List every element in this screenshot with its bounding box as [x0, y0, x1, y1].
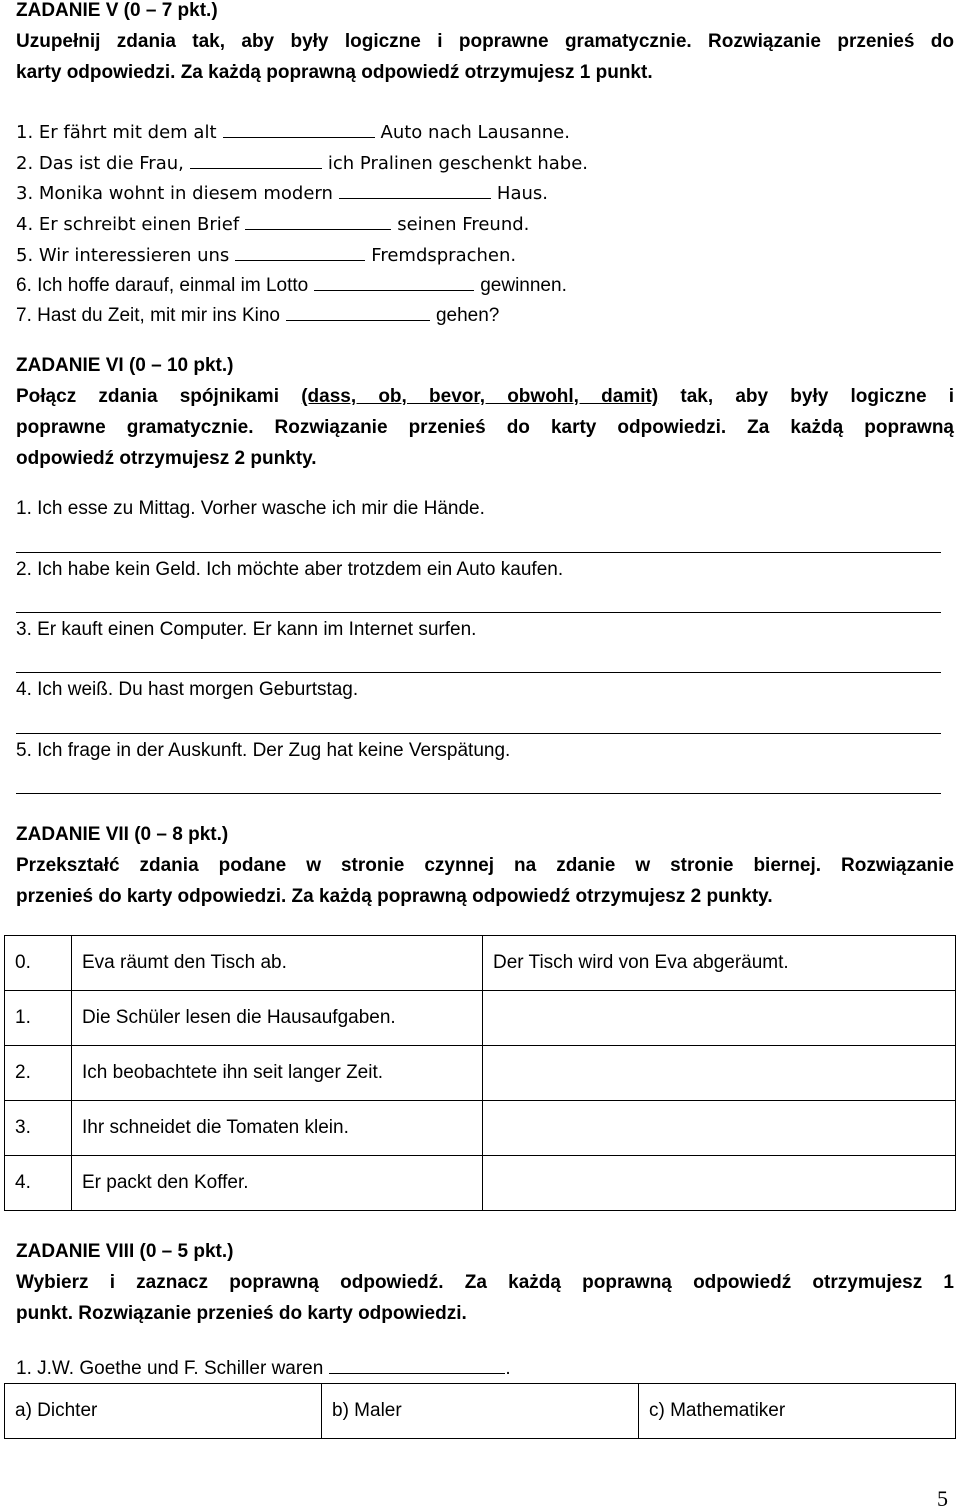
section-8-instructions [16, 1267, 954, 1329]
table-row [5, 1101, 956, 1156]
s5-item-7-blank[interactable] [286, 302, 430, 321]
section-5-instr-line-1: Uzupełnij zdania tak, aby były logiczne i poprawne gramatycznie. Rozwiązanie przenieś do [16, 31, 954, 52]
s5-item-3-blank[interactable] [339, 180, 491, 199]
s5-item-4 [16, 211, 529, 235]
active-sentence: Eva räumt den Tisch ab. [72, 936, 483, 991]
s5-item-5-pre: 5. Wir interessieren uns [16, 245, 230, 266]
passive-sentence: Der Tisch wird von Eva abgeräumt. [483, 936, 956, 991]
row-number: 1. [5, 991, 72, 1046]
s6-item-4: 4. Ich weiß. Du hast morgen Geburtstag. [16, 679, 359, 700]
active-sentence: Ich beobachtete ihn seit langer Zeit. [72, 1046, 483, 1101]
s5-item-3-pre: 3. Monika wohnt in diesem modern [16, 183, 333, 204]
s5-item-1-blank[interactable] [223, 119, 375, 138]
s5-item-7-pre: 7. Hast du Zeit, mit mir ins Kino [16, 305, 280, 326]
s5-item-6-pre: 6. Ich hoffe darauf, einmal im Lotto [16, 275, 309, 296]
active-sentence: Ihr schneidet die Tomaten klein. [72, 1101, 483, 1156]
active-sentence: Die Schüler lesen die Hausaufgaben. [72, 991, 483, 1046]
row-number: 4. [5, 1156, 72, 1211]
s5-item-1-post: Auto nach Lausanne. [380, 122, 570, 143]
s5-item-3-post: Haus. [496, 183, 548, 204]
section-5-title: ZADANIE V (0 – 7 pkt.) [16, 0, 218, 21]
section-5-instr-line-2: karty odpowiedzi. Za każdą poprawną odpowiedź otrzymujesz 1 punkt. [16, 62, 653, 83]
s6-answer-line-4[interactable] [16, 733, 941, 734]
s6-answer-line-1[interactable] [16, 552, 941, 553]
s6-item-3: 3. Er kauft einen Computer. Er kann im Internet surfen. [16, 619, 477, 640]
s6-item-2: 2. Ich habe kein Geld. Ich möchte aber trotzdem ein Auto kaufen. [16, 559, 564, 580]
s5-item-6-blank[interactable] [314, 272, 474, 291]
row-number: 2. [5, 1046, 72, 1101]
s5-item-2-post: ich Pralinen geschenkt habe. [327, 153, 589, 174]
s5-item-2-pre: 2. Das ist die Frau, [16, 153, 184, 174]
s8-question-1-blank[interactable] [329, 1355, 505, 1374]
s5-item-4-pre: 4. Er schreibt einen Brief [16, 214, 240, 235]
s8-question-1 [16, 1355, 511, 1380]
s5-item-2-blank[interactable] [190, 150, 322, 169]
s5-item-4-blank[interactable] [245, 211, 391, 230]
row-number: 0. [5, 936, 72, 991]
passive-answer-cell[interactable] [483, 1046, 956, 1101]
s8-question-1-text: 1. J.W. Goethe und F. Schiller waren [16, 1358, 324, 1379]
option-b[interactable]: b) Maler [322, 1384, 639, 1439]
s5-item-5 [16, 242, 516, 266]
passive-answer-cell[interactable] [483, 1156, 956, 1211]
row-number: 3. [5, 1101, 72, 1156]
s5-item-5-post: Fremdsprachen. [371, 245, 517, 266]
s8-question-1-period: . [505, 1358, 511, 1379]
section-6-title: ZADANIE VI (0 – 10 pkt.) [16, 355, 234, 376]
s6-item-1: 1. Ich esse zu Mittag. Vorher wasche ich mir die Hände. [16, 498, 485, 519]
s5-item-4-post: seinen Freund. [397, 214, 530, 235]
table-row [5, 991, 956, 1046]
section-7-instructions [16, 850, 954, 912]
s5-item-1 [16, 119, 570, 143]
s6-answer-line-3[interactable] [16, 672, 941, 673]
passive-answer-cell[interactable] [483, 991, 956, 1046]
s5-item-5-blank[interactable] [235, 242, 365, 261]
s5-item-6 [16, 272, 567, 297]
s8-options-table [4, 1383, 956, 1439]
s6-answer-line-5[interactable] [16, 793, 941, 794]
option-a[interactable]: a) Dichter [5, 1384, 322, 1439]
section-6-instr-line-3: odpowiedź otrzymujesz 2 punkty. [16, 448, 317, 469]
section-8-instr-line-1: Wybierz i zaznacz poprawną odpowiedź. Za każdą poprawną odpowiedź otrzymujesz 1 [16, 1272, 954, 1293]
table-row [5, 1384, 956, 1439]
section-6-instr-part-b: tak, aby były logiczne i [680, 386, 955, 407]
s5-item-2 [16, 150, 588, 174]
section-5-instructions [16, 26, 954, 88]
s5-item-6-post: gewinnen. [480, 275, 567, 296]
section-7-instr-line-2: przenieś do karty odpowiedzi. Za każdą poprawną odpowiedź otrzymujesz 2 punkty. [16, 886, 773, 907]
section-6-conjunctions: (dass, ob, bevor, obwohl, damit) [301, 386, 659, 407]
passive-voice-table [4, 935, 956, 1211]
s5-item-1-pre: 1. Er fährt mit dem alt [16, 122, 217, 143]
section-6-instructions [16, 381, 954, 474]
s6-answer-line-2[interactable] [16, 612, 941, 613]
s5-item-7-post: gehen? [435, 305, 500, 326]
section-6-instr-line-2: poprawne gramatycznie. Rozwiązanie przenieś do karty odpowiedzi. Za każdą poprawną [16, 417, 954, 438]
section-7-instr-line-1: Przekształć zdania podane w stronie czynnej na zdanie w stronie biernej. Rozwiązanie [16, 855, 954, 876]
option-c[interactable]: c) Mathematiker [639, 1384, 956, 1439]
section-7-title: ZADANIE VII (0 – 8 pkt.) [16, 824, 229, 845]
s5-item-3 [16, 180, 548, 204]
table-row [5, 1156, 956, 1211]
active-sentence: Er packt den Koffer. [72, 1156, 483, 1211]
page-number: 5 [937, 1486, 948, 1511]
section-8-instr-line-2: punkt. Rozwiązanie przenieś do karty odpowiedzi. [16, 1303, 467, 1324]
section-8-title: ZADANIE VIII (0 – 5 pkt.) [16, 1241, 234, 1262]
table-row [5, 936, 956, 991]
table-row [5, 1046, 956, 1101]
s5-item-7 [16, 302, 499, 327]
section-6-instr-part-a: Połącz zdania spójnikami [16, 386, 279, 407]
passive-answer-cell[interactable] [483, 1101, 956, 1156]
section-6-instr-line-1 [16, 381, 954, 412]
s6-item-5: 5. Ich frage in der Auskunft. Der Zug hat keine Verspätung. [16, 740, 511, 761]
